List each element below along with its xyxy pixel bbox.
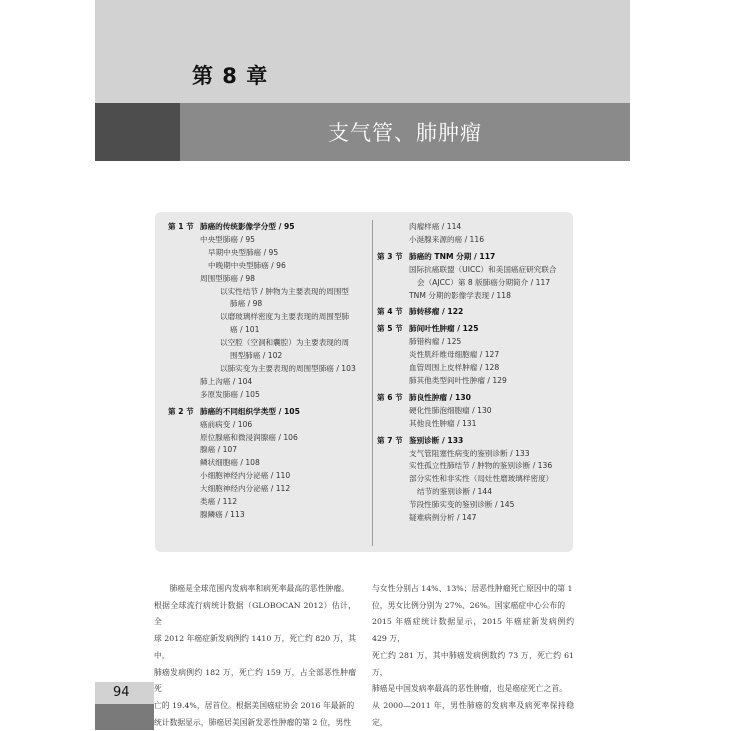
toc-section-heading (377, 323, 567, 336)
toc-section-title: 肺癌的不同组织学类型 / 105 (200, 406, 300, 416)
chapter-title-band-dark (95, 103, 180, 161)
body-text-line: 肺癌发病例约 182 万，死亡约 159 万，占全部恶性肿瘤死 (154, 667, 356, 694)
body-text-line: 球 2012 年癌症新发病例约 1410 万，死亡约 820 万，其中， (154, 634, 356, 660)
toc-entry: 炎性肌纤维母细胞瘤 / 127 (409, 350, 500, 360)
toc-section-number: 第 2 节 (168, 406, 194, 416)
toc-entry: 支气管阻塞性病变的鉴别诊断 / 133 (409, 448, 530, 458)
toc-section-heading (377, 306, 567, 319)
toc-divider (372, 220, 373, 546)
body-text-line: 位，男女比例分别为 27%、26%。国家癌症中心公布的 (372, 600, 566, 610)
toc-left-column (168, 221, 373, 522)
toc-section-heading (168, 406, 373, 419)
toc-section-number: 第 7 节 (377, 435, 403, 445)
toc-entry: 多原发肺癌 / 105 (200, 389, 260, 399)
chapter-title: 支气管、肺肿瘤 (328, 121, 482, 145)
toc-entry: 实性孤立性肺结节 / 肿物的鉴别诊断 / 136 (409, 461, 553, 471)
toc-section-heading (377, 251, 567, 264)
body-text-line: 亡的 19.4%，居首位。根据美国癌症协会 2016 年最新的 (154, 700, 355, 710)
page-footer-band (95, 704, 154, 730)
toc-section-title: 鉴别诊断 / 133 (409, 435, 464, 445)
toc-section-number: 第 3 节 (377, 251, 403, 261)
table-of-contents (155, 212, 573, 552)
toc-entry: 节段性肺实变的鉴别诊断 / 145 (409, 500, 515, 510)
body-text-line: 从 2000—2011 年，男性肺癌的发病率及病死率保持稳定， (372, 700, 574, 727)
toc-entry: 癌前病变 / 106 (200, 419, 253, 429)
toc-entry: 肺错构瘤 / 125 (409, 337, 462, 347)
toc-entry: 硬化性肺泡细胞瘤 / 130 (409, 405, 492, 415)
toc-entry: 部分实性和非实性（局灶性磨玻璃样密度） (409, 474, 554, 484)
toc-entry: 类癌 / 112 (200, 497, 238, 507)
toc-entry: 肺上沟癌 / 104 (200, 376, 253, 386)
toc-section-number: 第 4 节 (377, 307, 403, 317)
toc-section-heading (377, 392, 567, 405)
body-text-right-column (372, 581, 574, 731)
toc-entry: 鳞状细胞癌 / 108 (200, 458, 260, 468)
body-text-line: 肺癌是全球范围内发病率和病死率最高的恶性肿瘤。 (169, 584, 349, 593)
toc-section-heading (168, 221, 373, 234)
toc-entry: 其他良性肿瘤 / 131 (409, 418, 477, 428)
toc-entry: 肺其他类型间叶性肿瘤 / 129 (409, 375, 507, 385)
chapter-header-band (95, 0, 630, 103)
toc-entry: 早期中央型肺癌 / 95 (208, 247, 279, 257)
toc-entry: 腺鳞癌 / 113 (200, 509, 245, 519)
toc-entry: 肺癌 / 98 (230, 299, 263, 309)
toc-section-title: 肺癌的传统影像学分型 / 95 (200, 222, 295, 231)
toc-section-number: 第 1 节 (168, 222, 194, 231)
toc-entry: 小涎腺来源的癌 / 116 (409, 234, 485, 244)
toc-entry: 肉瘤样癌 / 114 (409, 222, 462, 231)
toc-entry: 会（AJCC）第 8 版肺癌分期简介 / 117 (417, 277, 551, 287)
toc-entry: 围型肺癌 / 102 (230, 351, 283, 361)
toc-entry: TNM 分期的影像学表现 / 118 (409, 290, 511, 300)
toc-entry: 原位腺癌和微浸润腺癌 / 106 (200, 432, 298, 442)
toc-entry: 腺癌 / 107 (200, 445, 238, 455)
page-number: 94 (113, 685, 130, 700)
toc-entry: 周围型肺癌 / 98 (200, 273, 256, 283)
toc-entry: 中晚期中央型肺癌 / 96 (208, 260, 286, 270)
toc-entry: 国际抗癌联盟（UICC）和美国癌症研究联合 (409, 264, 557, 274)
body-text-line: 统计数据显示，肺癌居美国新发恶性肿瘤的第 2 位，男性 (154, 717, 352, 727)
chapter-number: 第 8 章 (192, 64, 269, 88)
body-text-line: 根据全球流行病统计数据（GLOBOCAN 2012）估计，全 (154, 600, 356, 627)
toc-entry: 中央型肺癌 / 95 (200, 234, 256, 244)
toc-section-title: 肺间叶性肿瘤 / 125 (409, 324, 479, 334)
toc-entry: 癌 / 101 (230, 325, 260, 335)
toc-entry: 小细胞神经内分泌癌 / 110 (200, 471, 291, 481)
body-text-left-column (154, 581, 356, 731)
toc-entry: 以实性结节 / 肿物为主要表现的周围型 (220, 286, 349, 296)
toc-right-column (377, 221, 567, 525)
toc-entry: 以空腔（空洞和囊腔）为主要表现的周 (220, 338, 350, 348)
toc-section-title: 肺癌的 TNM 分期 / 117 (409, 251, 496, 261)
toc-entry: 大细胞神经内分泌癌 / 112 (200, 484, 291, 494)
body-text-line: 死亡约 281 万，其中肺癌发病例数约 73 万，死亡约 61 万， (372, 650, 574, 677)
toc-entry: 结节的鉴别诊断 / 144 (417, 487, 493, 497)
body-text-line: 肺癌是中国发病率最高的恶性肿瘤，也是癌症死亡之首。 (372, 684, 567, 694)
body-text-line: 2015 年癌症统计数据显示，2015 年癌症新发病例约 429 万， (372, 617, 574, 644)
toc-section-title: 肺良性肿瘤 / 130 (409, 392, 471, 402)
toc-entry: 以磨玻璃样密度为主要表现的周围型肺 (220, 312, 350, 322)
toc-section-heading (377, 435, 567, 448)
toc-section-number: 第 5 节 (377, 324, 403, 334)
toc-section-number: 第 6 节 (377, 392, 403, 402)
toc-section-title: 肺转移瘤 / 122 (409, 307, 464, 317)
toc-entry: 疑难病例分析 / 147 (409, 513, 477, 523)
toc-entry: 以肺实变为主要表现的周围型肺癌 / 103 (220, 363, 356, 373)
toc-entry: 血管周围上皮样肿瘤 / 128 (409, 363, 500, 373)
body-text-line: 与女性分别占 14%、13%；居恶性肿瘤死亡原因中的第 1 (372, 584, 573, 593)
